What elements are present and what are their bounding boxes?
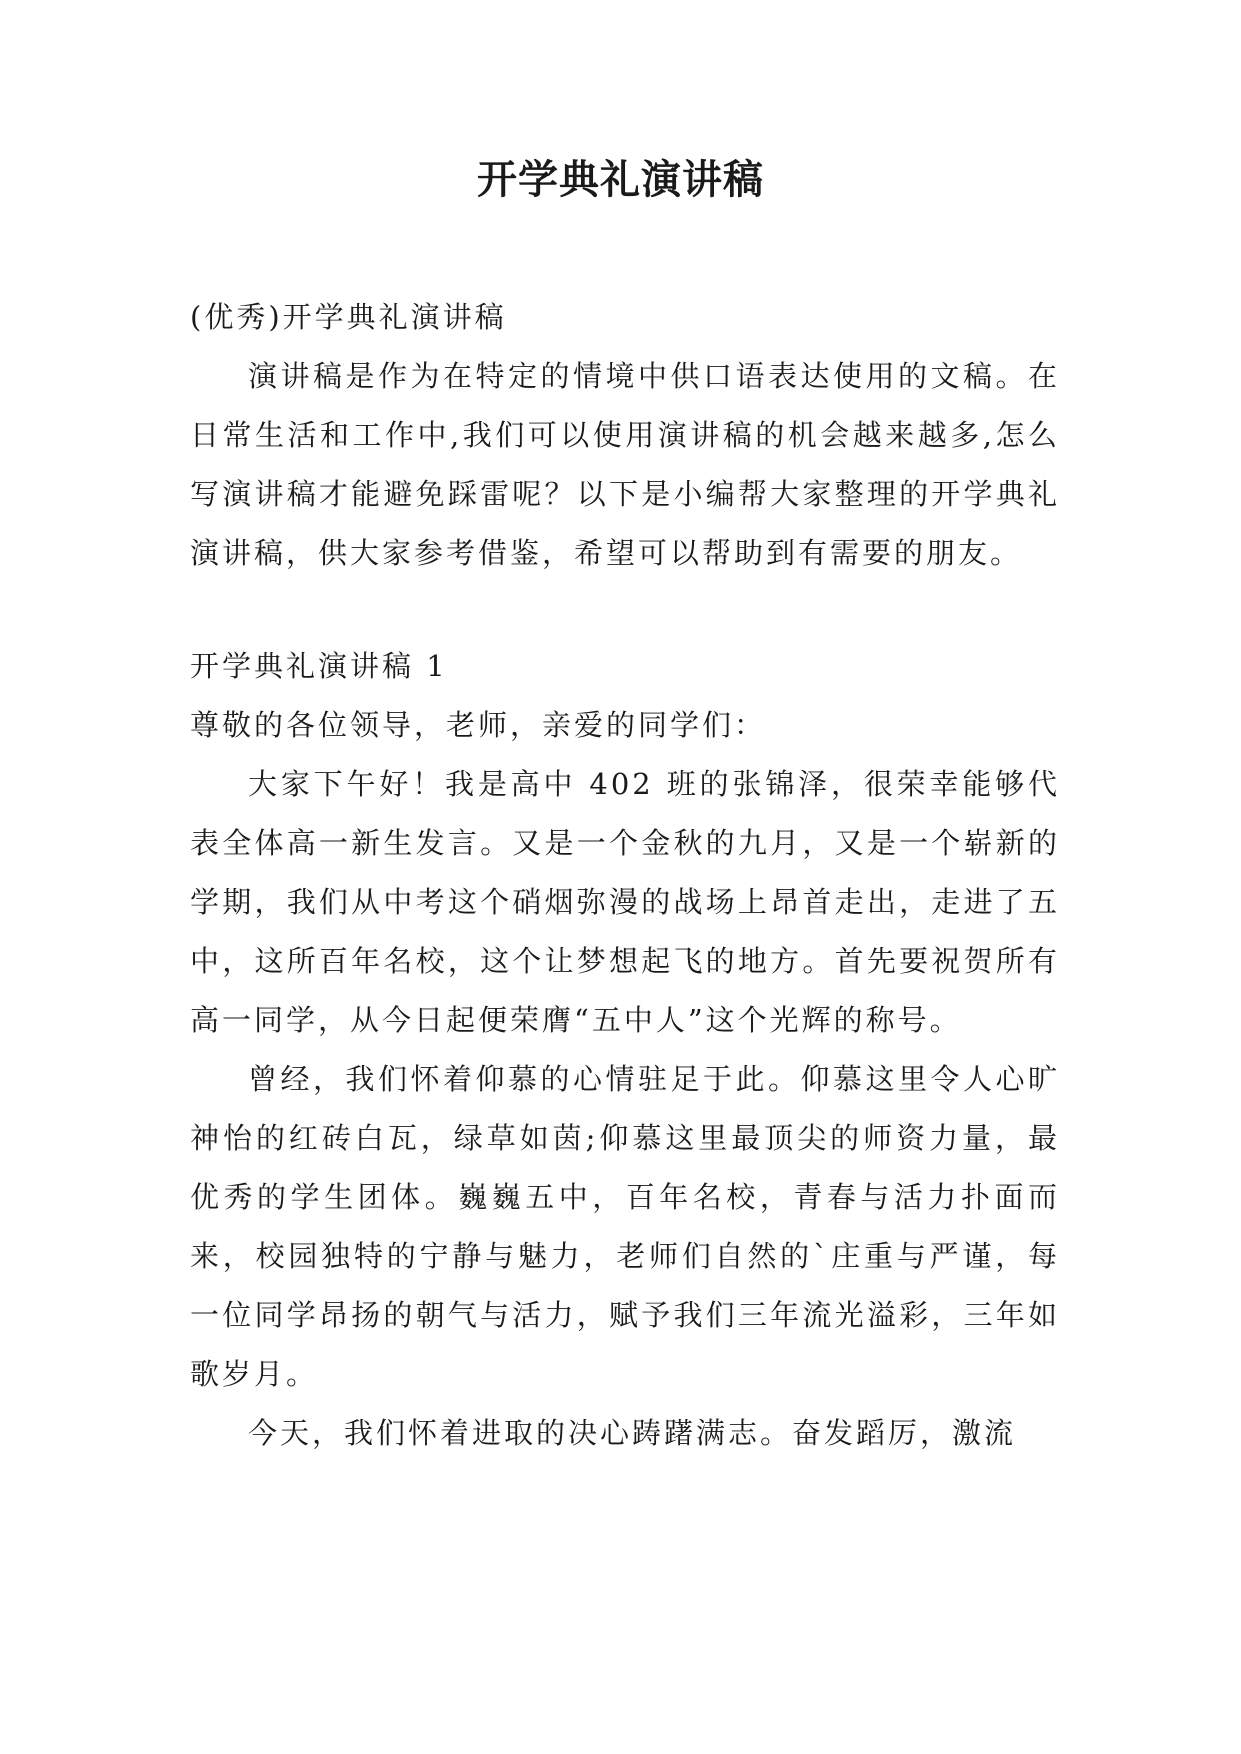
document-subtitle: (优秀)开学典礼演讲稿 [190,300,507,334]
document-title: 开学典礼演讲稿 [477,156,764,203]
salutation: 尊敬的各位领导，老师，亲爱的同学们： [190,708,767,742]
section-heading: 开学典礼演讲稿 1 [190,649,448,683]
body-paragraph: 曾经，我们怀着仰慕的心情驻足于此。仰慕这里令人心旷神怡的红砖白瓦，绿草如茵;仰慕这里最顶尖的师资力量，最优秀的学生团体。巍巍五中，百年名校，青春与活力扑面而来，校园独特的宁静与魅力，老师们自然的`庄重与严谨，每一位同学昂扬的朝气与活力，赋予我们三年流光溢彩，三年如歌岁月。 [190,1062,1060,1391]
section-spacer [190,583,1060,637]
document-body [190,288,1060,1463]
intro-paragraph: 演讲稿是作为在特定的情境中供口语表达使用的文稿。在日常生活和工作中,我们可以使用演讲稿的机会越来越多,怎么写演讲稿才能避免踩雷呢？以下是小编帮大家整理的开学典礼演讲稿，供大家参考借鉴，希望可以帮助到有需要的朋友。 [190,359,1060,570]
body-paragraph: 大家下午好！我是高中 402 班的张锦泽，很荣幸能够代表全体高一新生发言。又是一个金秋的九月，又是一个崭新的学期，我们从中考这个硝烟弥漫的战场上昂首走出，走进了五中，这所百年名校，这个让梦想起飞的地方。首先要祝贺所有高一同学，从今日起便荣膺“五中人”这个光辉的称号。 [190,767,1060,1037]
body-paragraph: 今天，我们怀着进取的决心踌躇满志。奋发蹈厉，激流 [248,1416,1017,1450]
